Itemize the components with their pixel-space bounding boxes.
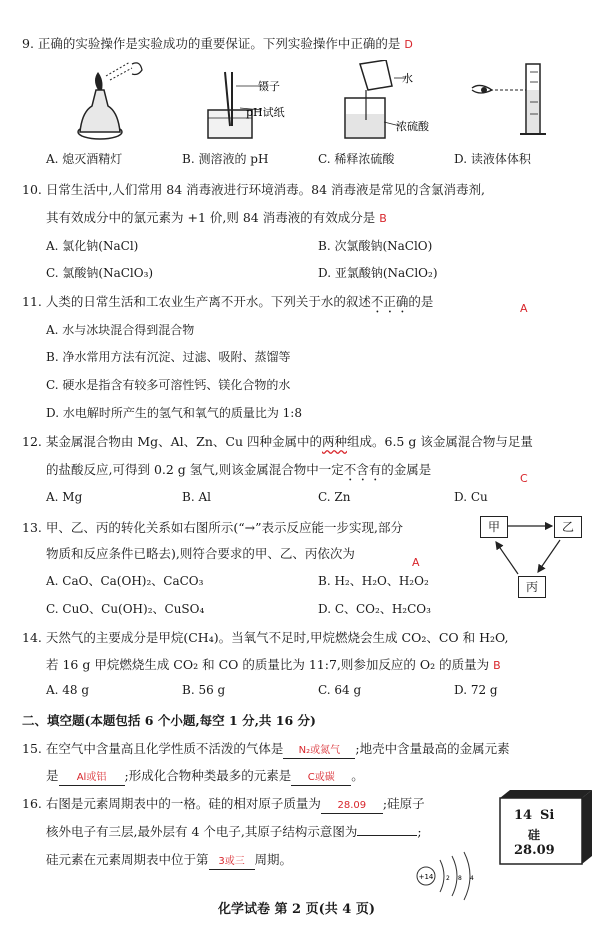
q14-answer: B: [493, 659, 501, 672]
q9-stem: [22, 34, 413, 52]
q14-stem-line2: [46, 655, 501, 673]
cell-atomic-number: 14: [514, 808, 533, 823]
q10-option-c[interactable]: C. 氯酸钠(NaClO₃): [46, 266, 154, 280]
q12-line2-emphasis: 不含有: [343, 462, 382, 477]
q11-stem-post: 的是: [408, 294, 434, 309]
q12-stem-line2: [46, 460, 431, 484]
q10-option-d[interactable]: D. 亚氯酸钠(NaClO₂): [318, 266, 438, 280]
q16-line2-text: 核外电子有三层,最外层有 4 个电子,其原子结构示意图为: [46, 824, 358, 839]
q9-answer: D: [404, 38, 413, 51]
q11-answer: A: [520, 302, 528, 315]
q13-node-jia: 甲: [480, 516, 508, 538]
q14-stem-line2-text: 若 16 g 甲烷燃烧生成 CO₂ 和 CO 的质量比为 11:7,则参加反应的 O₂ 的质量为: [46, 657, 490, 672]
q13-node-bing: 丙: [518, 576, 546, 598]
q12-answer: C: [520, 472, 528, 485]
atom-shell-2-label: 8: [458, 875, 462, 882]
q11-option-a[interactable]: A. 水与冰块混合得到混合物: [46, 323, 195, 337]
q16-line3: [46, 850, 292, 870]
q12-line1-post: 组成。6.5 g 该金属混合物与足量: [347, 434, 533, 449]
q11-stem-emphasis: 不正确: [370, 294, 409, 309]
q11-stem-pre: 11. 人类的日常生活和工农业生产离不开水。下列关于水的叙述: [22, 294, 371, 309]
q13-stem-line1: 13. 甲、乙、丙的转化关系如右图所示(“→”表示反应能一步实现,部分: [22, 520, 403, 535]
q12-line1-pre: 12. 某金属混合物由 Mg、Al、Zn、Cu 四种金属中的: [22, 434, 322, 449]
q12-option-c[interactable]: C. Zn: [318, 490, 351, 504]
measuring-cylinder-icon: [472, 64, 546, 134]
q9-stem-text: 9. 正确的实验操作是实验成功的重要保证。下列实验操作中正确的是: [22, 36, 401, 51]
ph-paper-label: pH试纸: [246, 106, 285, 119]
atom-nucleus-label: +14: [418, 873, 434, 881]
q9-option-d[interactable]: D. 读液体体积: [454, 152, 531, 166]
q14-option-d[interactable]: D. 72 g: [454, 683, 498, 697]
q16-line2-post: ;: [417, 824, 422, 839]
q15-line2: [46, 766, 364, 786]
q12-line2-pre: 的盐酸反应,可得到 0.2 g 氢气,则该金属混合物中一定: [46, 462, 344, 477]
q9-option-a[interactable]: A. 熄灭酒精灯: [46, 152, 123, 166]
q9-illustrations: [40, 60, 600, 146]
cell-symbol: Si: [540, 808, 555, 823]
q11-option-d[interactable]: D. 水电解时所产生的氢气和氧气的质量比为 1:8: [46, 406, 302, 420]
q10-option-b[interactable]: B. 次氯酸钠(NaClO): [318, 239, 433, 253]
q16-line1: [22, 794, 425, 814]
cell-element-name: 硅: [528, 828, 541, 842]
q12-line2-post: 的金属是: [381, 462, 432, 477]
q12-option-d[interactable]: D. Cu: [454, 490, 488, 504]
q12-line1-emphasis: 两种: [321, 434, 347, 449]
q13-option-c[interactable]: C. CuO、Cu(OH)₂、CuSO₄: [46, 602, 205, 616]
water-label: 水: [402, 72, 413, 85]
q16-blank-1[interactable]: 28.09: [321, 799, 383, 814]
q16-blank-3[interactable]: 3或三: [209, 855, 255, 870]
cell-atomic-mass: 28.09: [514, 843, 555, 858]
q10-stem-line1: 10. 日常生活中,人们常用 84 消毒液进行环境消毒。84 消毒液是常见的含氯消毒剂,: [22, 182, 486, 197]
q16-line3-pre: 硅元素在元素周期表中位于第: [46, 852, 209, 867]
q12-option-a[interactable]: A. Mg: [46, 490, 83, 504]
q12-option-b[interactable]: B. Al: [182, 490, 211, 504]
q15-blank-3[interactable]: C或碳: [291, 771, 351, 786]
q12-stem-line1: [22, 432, 533, 450]
q10-option-a[interactable]: A. 氯化钠(NaCl): [46, 239, 139, 253]
q16-line3-post: 周期。: [254, 852, 293, 867]
q13-node-yi: 乙: [554, 516, 582, 538]
atom-structure-sketch: [412, 846, 492, 902]
q15-line2-post: 。: [351, 768, 364, 783]
q13-option-a[interactable]: A. CaO、Ca(OH)₂、CaCO₃: [46, 574, 204, 588]
q16-line1-pre: 16. 右图是元素周期表中的一格。硅的相对原子质量为: [22, 796, 321, 811]
ph-test-icon: [208, 72, 262, 138]
acid-label: 浓硫酸: [396, 120, 429, 133]
q15-blank-2[interactable]: Al或铝: [59, 771, 125, 786]
q9-option-b[interactable]: B. 测溶液的 pH: [182, 152, 269, 166]
page-footer: 化学试卷 第 2 页(共 4 页): [218, 902, 376, 917]
q11-stem: [22, 292, 433, 316]
q16-line1-post: ;硅原子: [382, 796, 425, 811]
q11-option-c[interactable]: C. 硬水是指含有较多可溶性钙、镁化合物的水: [46, 378, 291, 392]
q15-line1-post: ;地壳中含量最高的金属元素: [355, 741, 510, 756]
q9-option-c[interactable]: C. 稀释浓硫酸: [318, 152, 395, 166]
q16-line2: [46, 822, 422, 840]
q15-line1-pre: 15. 在空气中含量高且化学性质不活泼的气体是: [22, 741, 284, 756]
tweezers-label: 镊子: [258, 80, 280, 93]
alcohol-lamp-icon: [78, 62, 142, 139]
q10-stem-line2: [46, 208, 387, 226]
q15-line1: [22, 739, 510, 759]
section-heading-fill-in: 二、填空题(本题包括 6 个小题,每空 1 分,共 16 分): [22, 713, 316, 728]
q15-line2-pre: 是: [46, 768, 59, 783]
q14-option-a[interactable]: A. 48 g: [46, 683, 90, 697]
q13-answer: A: [412, 556, 420, 569]
q15-line2-mid: ;形成化合物种类最多的元素是: [124, 768, 292, 783]
atom-shell-3-label: 4: [470, 875, 474, 882]
q14-option-b[interactable]: B. 56 g: [182, 683, 226, 697]
q14-stem-line1: 14. 天然气的主要成分是甲烷(CH₄)。当氧气不足时,甲烷燃烧会生成 CO₂、CO 和 H₂O,: [22, 630, 509, 645]
q16-blank-2[interactable]: [357, 835, 417, 836]
q13-option-d[interactable]: D. C、CO₂、H₂CO₃: [318, 602, 431, 616]
q14-option-c[interactable]: C. 64 g: [318, 683, 362, 697]
q10-answer: B: [379, 212, 387, 225]
q13-option-b[interactable]: B. H₂、H₂O、H₂O₂: [318, 574, 429, 588]
q11-option-b[interactable]: B. 净水常用方法有沉淀、过滤、吸附、蒸馏等: [46, 350, 291, 364]
q13-stem-line2: 物质和反应条件已略去),则符合要求的甲、乙、丙依次为: [46, 546, 355, 561]
atom-shell-1-label: 2: [446, 875, 450, 882]
q10-stem-line2-text: 其有效成分中的氯元素为 +1 价,则 84 消毒液的有效成分是: [46, 210, 376, 225]
q15-blank-1[interactable]: N₂或氮气: [283, 744, 355, 759]
